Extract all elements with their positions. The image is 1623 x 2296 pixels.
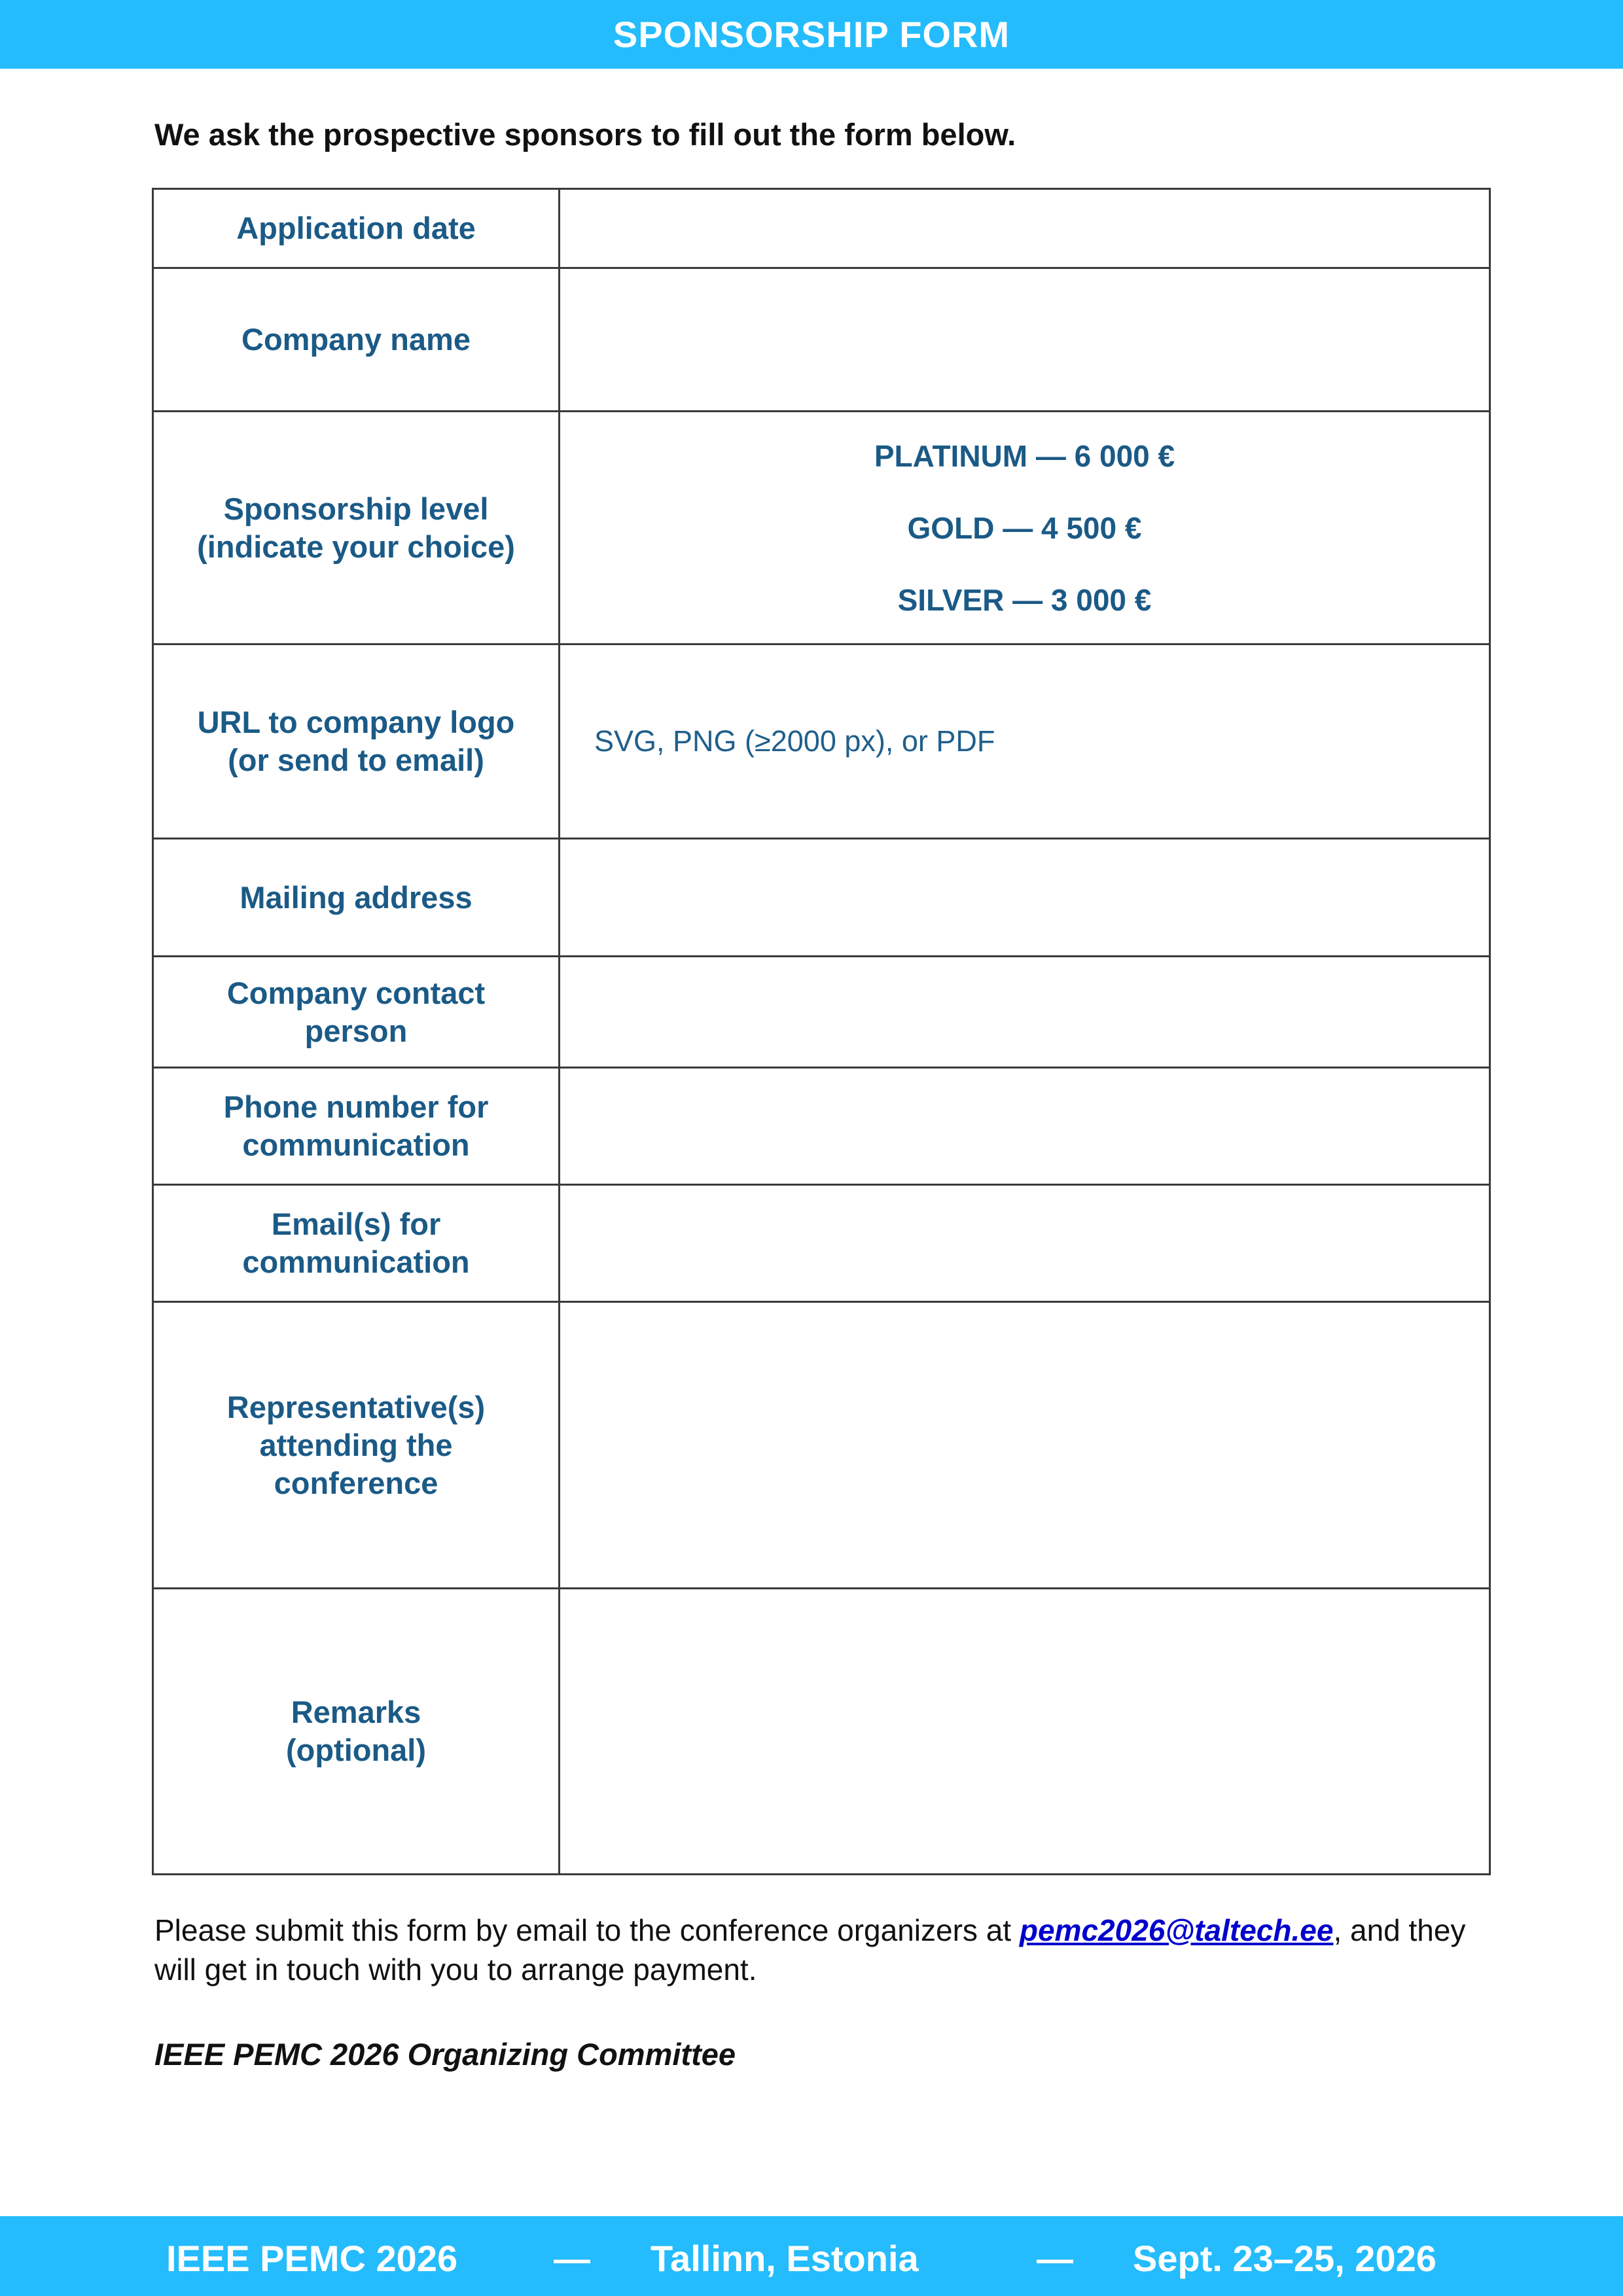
field-mailing-address[interactable]: [560, 839, 1490, 957]
label-line: attending the: [259, 1427, 453, 1462]
form-row-remarks: [153, 1589, 1490, 1875]
label-line: Remarks: [291, 1695, 421, 1729]
label-sponsorship-level: [153, 412, 560, 645]
label-line: conference: [274, 1465, 438, 1500]
field-phone[interactable]: [560, 1068, 1490, 1185]
label-line: person: [304, 1013, 408, 1048]
form-row-company-name: [153, 268, 1490, 412]
sponsorship-form-table: [152, 188, 1491, 1875]
label-line: Sponsorship level: [223, 491, 489, 526]
option-silver[interactable]: SILVER — 3 000 €: [897, 582, 1152, 617]
label-line: Company contact: [226, 975, 486, 1010]
label-line: Email(s) for: [271, 1207, 441, 1241]
form-row-representatives: [153, 1302, 1490, 1589]
header-bar: [0, 0, 1623, 69]
field-logo-url[interactable]: [560, 645, 1490, 839]
label-line: Representative(s): [226, 1389, 486, 1424]
field-emails[interactable]: [560, 1185, 1490, 1302]
label-line: communication: [242, 1127, 470, 1162]
sponsorship-options: [560, 420, 1489, 636]
footer-bar: [0, 2216, 1623, 2296]
field-sponsorship-level[interactable]: [560, 412, 1490, 645]
label-mailing-address: Mailing address: [153, 839, 560, 957]
footer-separator: —: [1037, 2238, 1073, 2279]
label-representatives: [153, 1302, 560, 1589]
field-remarks[interactable]: [560, 1589, 1490, 1875]
footer-event: IEEE PEMC 2026: [166, 2238, 458, 2279]
form-row-application-date: [153, 189, 1490, 268]
intro-text: We ask the prospective sponsors to fill out the form below.: [154, 117, 1016, 152]
form-row-contact-person: [153, 957, 1490, 1068]
field-contact-person[interactable]: [560, 957, 1490, 1068]
submit-text-after: , and they will get in touch with you to arrange payment.: [154, 1913, 1466, 1987]
footer-location: Tallinn, Estonia: [651, 2238, 919, 2279]
label-line: Phone number for: [223, 1089, 489, 1124]
label-company-name: Company name: [153, 268, 560, 412]
label-application-date: Application date: [153, 189, 560, 268]
form-row-sponsorship-level: [153, 412, 1490, 645]
label-remarks: [153, 1589, 560, 1875]
label-phone: [153, 1068, 560, 1185]
footer-dates: Sept. 23–25, 2026: [1133, 2238, 1436, 2279]
label-line: (indicate your choice): [197, 529, 515, 564]
form-row-mailing-address: [153, 839, 1490, 957]
label-line: (optional): [285, 1733, 427, 1767]
submit-instructions: [154, 1911, 1503, 1989]
field-application-date[interactable]: [560, 189, 1490, 268]
page-title: SPONSORSHIP FORM: [613, 14, 1010, 55]
form-row-logo-url: [153, 645, 1490, 839]
submit-text-before: Please submit this form by email to the conference organizers at: [154, 1913, 1020, 1947]
option-gold[interactable]: GOLD — 4 500 €: [907, 510, 1142, 545]
field-representatives[interactable]: [560, 1302, 1490, 1589]
label-line: communication: [242, 1245, 470, 1279]
label-line: URL to company logo: [197, 705, 515, 739]
committee-signature: IEEE PEMC 2026 Organizing Committee: [154, 2037, 736, 2072]
form-row-emails: [153, 1185, 1490, 1302]
logo-format-hint: SVG, PNG (≥2000 px), or PDF: [594, 724, 995, 758]
organizer-email-link[interactable]: pemc2026@taltech.ee: [1019, 1913, 1334, 1947]
footer-separator: —: [554, 2238, 590, 2279]
option-platinum[interactable]: PLATINUM — 6 000 €: [874, 438, 1175, 473]
label-line: (or send to email): [228, 743, 484, 777]
field-company-name[interactable]: [560, 268, 1490, 412]
label-emails: [153, 1185, 560, 1302]
form-row-phone: [153, 1068, 1490, 1185]
label-contact-person: [153, 957, 560, 1068]
label-logo-url: [153, 645, 560, 839]
